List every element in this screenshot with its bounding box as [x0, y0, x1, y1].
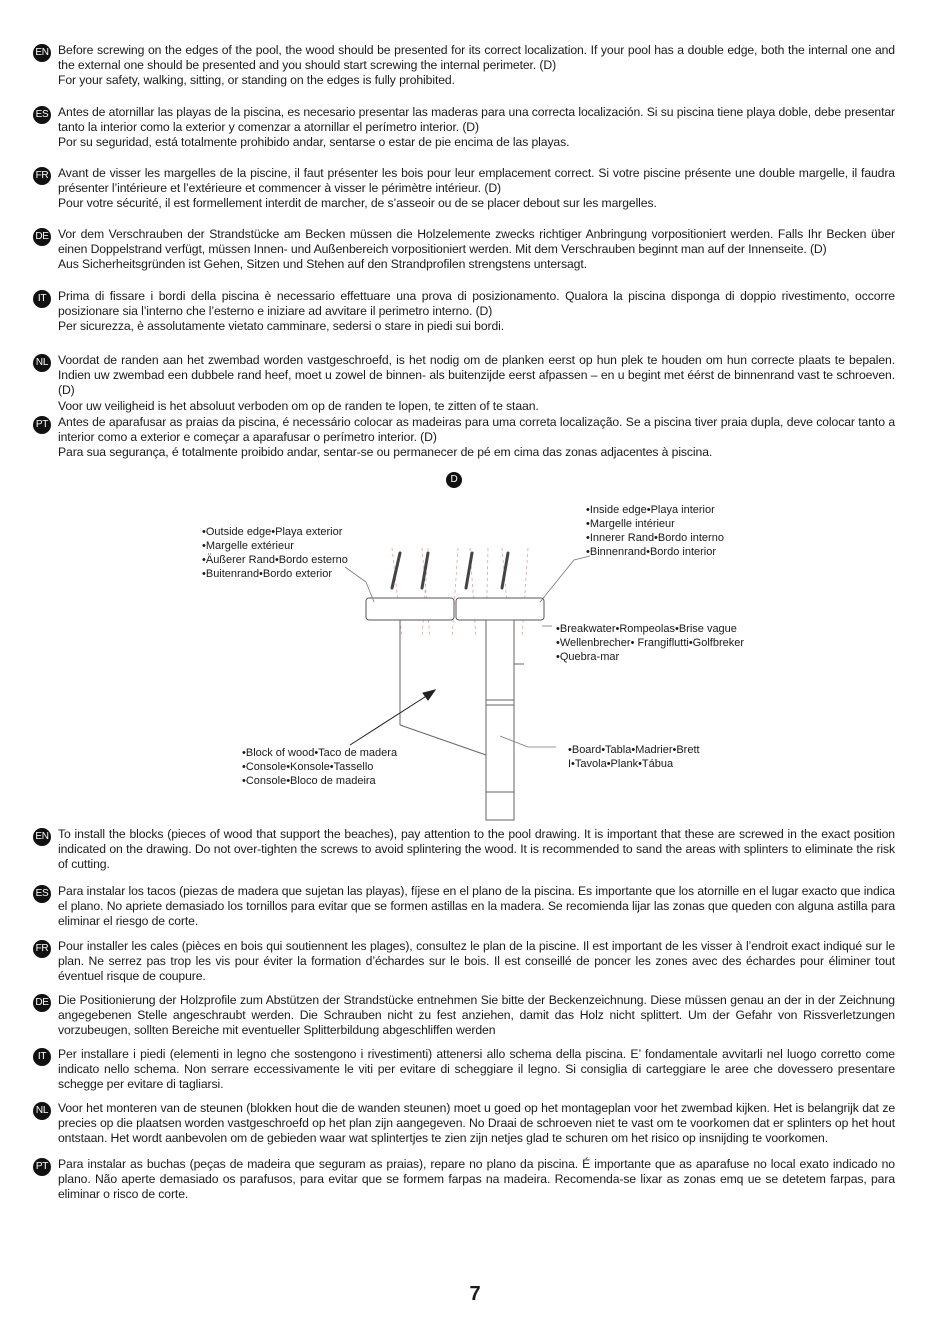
label-board: •Board•Tabla•Madrier•Brett I•Tavola•Plank•Tábua [568, 744, 700, 770]
paragraph-text: Antes de atornillar las playas de la piscina, es necesario presentar las maderas para una correcta localización. Si su piscina tiene playa doble, debe presentar tanto la interior como la exterior y comenzar a atornillar el perímetro interior. (D) Por su seguridad, está totalmente prohibido andar, sentarse o estar de pie encima de las playas. [58, 105, 895, 150]
screw-icon [392, 553, 508, 588]
section-top-nl [33, 353, 895, 414]
label-block-of-wood: •Block of wood•Taco de madera •Console•Konsole•Tassello •Console•Bloco de madeira [242, 747, 398, 787]
paragraph-text: Avant de visser les margelles de la piscine, il faut présenter les bois pour leur emplacement correct. Si votre piscine présente une double margelle, il faudra présenter l’intérieure et l’extérieure et commencer à visser le périmètre intérieur. (D) Pour votre sécurité, il est formellement interdit de marcher, de s’asseoir ou de se placer debout sur les margelles. [58, 166, 895, 211]
paragraph-text: Para instalar as buchas (peças de madeira que seguram as praias), repare no plano da piscina. É importante que as aparafuse no local exato indicado no plano. Não aperte demasiado os parafusos, para evitar que se formem farpas na madeira. Recomenda-se lixar as zonas emq ue se detetem farpas, para eliminar o risco de corte. [58, 1157, 895, 1202]
paragraph-text: Prima di fissare i bordi della piscina è necessario effettuare una prova di posizionamento. Qualora la piscina disponga di doppio rivestimento, occorre posizionare sia l’interno che l’esterno e iniziare ad avvitare il perimetro interno. (D) Per sicurezza, è assolutamente vietato camminare, sedersi o stare in piedi sui bordi. [58, 289, 895, 334]
paragraph-text: To install the blocks (pieces of wood that support the beaches), pay attention to the pool drawing. It is important that these are screwed in the exact position indicated on the drawing. Do not over-tighten the screws to avoid splintering the wood. It is recommended to sand the areas with splinters to eliminate the risk of cutting. [58, 827, 895, 872]
language-badge-nl: NL [33, 1102, 51, 1120]
language-badge-pt: PT [33, 1158, 51, 1176]
edge-boards [366, 598, 544, 620]
section-bottom-pt [33, 1157, 895, 1203]
label-inside-edge: •Inside edge•Playa interior •Margelle intérieur •Innerer Rand•Bordo interno •Binnenrand•Bordo interior [586, 504, 724, 558]
block-arrow [350, 690, 435, 745]
section-bottom-es [33, 884, 895, 930]
paragraph-text: Voor het monteren van de steunen (blokken hout die de wanden steunen) moet u goed op het montageplan voor het zwembad kijken. Het is belangrijk dat ze precies op die plaatsen worden vastgeschroefd op het plan zijn aangegeven. No Draai de schroeven niet te vast om te voorkomen dat er splinters op het hout ontstaan. Het wordt aanbevolen om de gebieden waar wat splintertjes te zien zijn netjes glad te schuren om het risico op insnijding te voorkomen. [58, 1101, 895, 1146]
paragraph-text: Per installare i piedi (elementi in legno che sostengono i rivestimenti) attenersi allo schema della piscina. E’ fondamentale avvitarli nel luogo corretto come indicato nello schema. Non serrare eccessivamente le viti per evitare di scheggiare il legno. Si consiglia di carteggiare le aree che dovessero presentare schegge per evitare di tagliarsi. [58, 1047, 895, 1092]
paragraph-text: Voordat de randen aan het zwembad worden vastgeschroefd, is het nodig om de planken eerst op hun plek te houden om hun correcte plaats te bepalen. Indien uw zwembad een dubbele rand heef, moet u zowel de binnen- als buitenzijde eerst afpassen – en u begint met éérst de binnenrand vast te schroeven. (D) Voor uw veiligheid is het absoluut verboden om op de randen te lopen, te zitten of te staan. [58, 353, 895, 413]
paragraph-text: Die Positionierung der Holzprofile zum Abstützen der Strandstücke entnehmen Sie bitte der Beckenzeichnung. Diese müssen genau an der in der Zeichnung angegebenen Stelle angeschraubt werden. Die Schrauben nicht zu fest anziehen, damit das Holz nicht splittert. Um der Gefahr von Rissverletzungen vorzubeugen, sollten Bereiche mit eventueller Splitterbildung abgeschliffen werden [58, 993, 895, 1038]
section-top-es [33, 105, 895, 151]
section-bottom-en [33, 827, 895, 873]
language-badge-it: IT [33, 1048, 51, 1066]
section-top-en [33, 43, 895, 89]
label-outside-edge: •Outside edge•Playa exterior •Margelle extérieur •Äußerer Rand•Bordo esterno •Buitenrand•Bordo exterior [202, 526, 348, 580]
diagram-badge-d: D [446, 472, 462, 488]
language-badge-nl: NL [33, 354, 51, 372]
language-badge-it: IT [33, 290, 51, 308]
label-breakwater: •Breakwater•Rompeolas•Brise vague •Wellenbrecher• Frangiflutti•Golfbreker •Quebra-mar [556, 623, 745, 663]
paragraph-text: Para instalar los tacos (piezas de madera que sujetan las playas), fíjese en el plano de la piscina. Es importante que los atornille en el lugar exacto que indica el plano. No apriete demasiado los tornillos para evitar que se formen astillas en la madera. Se recomienda lijar las zonas que queden con alguna astilla para eliminar el riesgo de corte. [58, 884, 895, 929]
language-badge-es: ES [33, 885, 51, 903]
language-badge-pt: PT [33, 416, 51, 434]
section-top-it [33, 289, 895, 335]
section-top-de [33, 227, 895, 273]
language-badge-en: EN [33, 828, 51, 846]
language-badge-fr: FR [33, 940, 51, 958]
language-badge-en: EN [33, 44, 51, 62]
paragraph-text: Pour installer les cales (pièces en bois qui soutiennent les plages), consultez le plan de la piscine. Il est important de les visser à l’endroit exact indiqué sur le plan. Ne serrez pas trop les vis pour éviter la formation d’échardes sur le bois. Il est conseillé de poncer les zones avec des échardes pour éliminer tout éventuel risque de coupure. [58, 939, 895, 984]
section-bottom-de [33, 993, 895, 1039]
pool-edge-diagram [190, 470, 770, 830]
section-bottom-fr [33, 939, 895, 985]
paragraph-text: Vor dem Verschrauben der Strandstücke am Becken müssen die Holzelemente zwecks richtiger Anbringung vorpositioniert werden. Falls Ihr Becken über einen Doppelstrand verfügt, müssen Innen- und Außenbereich vorpositioniert werden. Mit dem Verschrauben beginnt man auf der Innenseite. (D) Aus Sicherheitsgründen ist Gehen, Sitzen und Stehen auf den Strandprofilen strengstens untersagt. [58, 227, 895, 272]
section-bottom-nl [33, 1101, 895, 1147]
section-bottom-it [33, 1047, 895, 1093]
language-badge-es: ES [33, 106, 51, 124]
language-badge-fr: FR [33, 167, 51, 185]
language-badge-de: DE [33, 994, 51, 1012]
language-badge-de: DE [33, 228, 51, 246]
section-top-pt [33, 415, 895, 461]
section-top-fr [33, 166, 895, 212]
page-number: 7 [469, 1283, 481, 1305]
paragraph-text: Before screwing on the edges of the pool, the wood should be presented for its correct localization. If your pool has a double edge, both the internal one and the external one should be presented and you should start screwing the internal perimeter. (D) For your safety, walking, sitting, or standing on the edges is fully prohibited. [58, 43, 895, 88]
paragraph-text: Antes de aparafusar as praias da piscina, é necessário colocar as madeiras para uma correta localização. Se a piscina tiver praia dupla, deve colocar tanto a interior como a exterior e começar a aparafusar o perímetro interior. (D) Para sua segurança, é totalmente proibido andar, sentar-se ou permanecer de pé em cima das zonas adjacentes à piscina. [58, 415, 895, 460]
